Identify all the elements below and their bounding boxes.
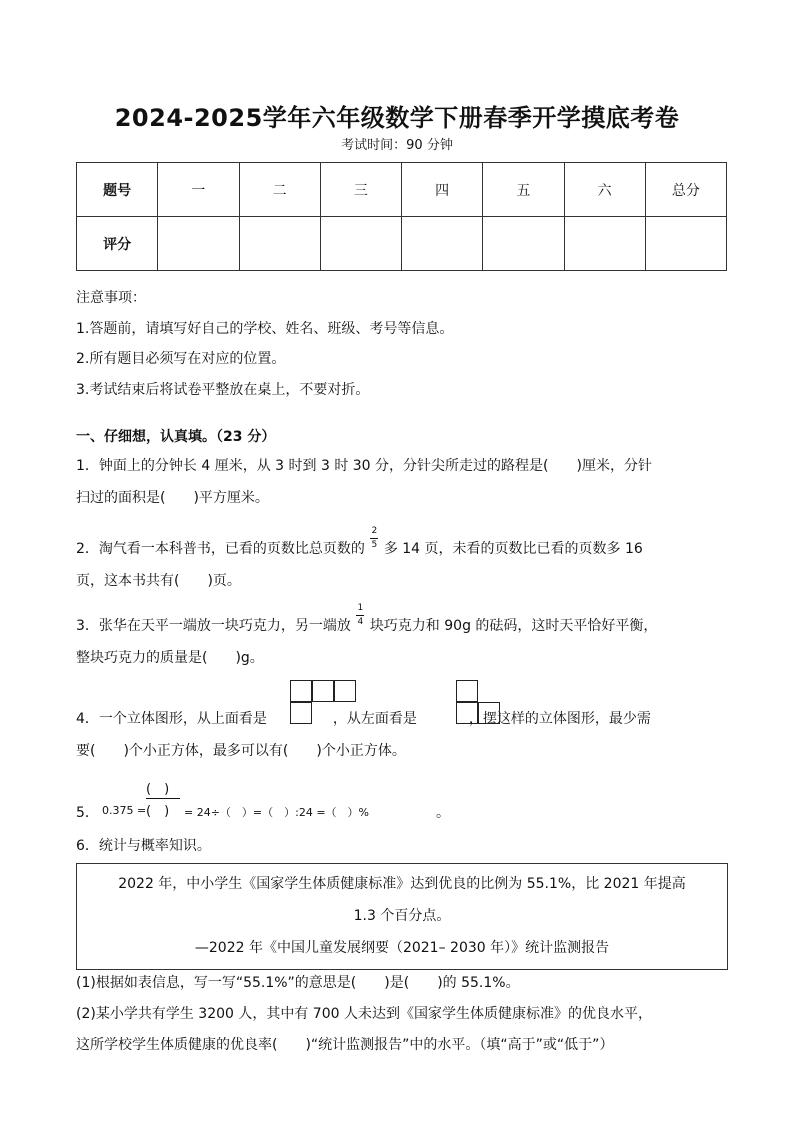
- fraction-denominator: 5: [371, 540, 378, 550]
- question-2-text: 多 14 页，未看的页数比已看的页数多 16: [383, 541, 643, 557]
- score-table: [76, 162, 727, 271]
- question-2-line2: 页，这本书共有( )页。: [76, 573, 241, 589]
- fraction-numerator: 2: [371, 526, 378, 536]
- fraction-denominator: 4: [357, 617, 364, 627]
- notice-item: 1.答题前，请填写好自己的学校、姓名、班级、考号等信息。: [76, 321, 454, 337]
- info-box-line: —2022 年《中国儿童发展纲要（2021– 2030 年）》统计监测报告: [194, 940, 610, 956]
- info-box-line: 1.3 个百分点。: [353, 908, 451, 924]
- score-table-cell: 四: [402, 163, 483, 217]
- question-4-text: 4．一个立体图形，从上面看是: [76, 711, 267, 727]
- score-table-cell: 一: [158, 163, 239, 217]
- question-5-frac-bottom: ( ): [146, 804, 170, 819]
- question-5-frac-top: ( ): [146, 782, 170, 797]
- score-table-cell: 评分: [77, 217, 158, 271]
- fraction: [355, 603, 365, 633]
- question-3-text: 3．张华在天平一端放一块巧克力，另一端放: [76, 618, 351, 634]
- question-1-line2: 扫过的面积是( )平方厘米。: [76, 490, 269, 506]
- score-entry-cell[interactable]: [645, 217, 726, 271]
- score-table-header-row: [77, 163, 727, 217]
- question-3-line1: [76, 603, 726, 642]
- question-2-text: 2．淘气看一本科普书，已看的页数比总页数的: [76, 541, 365, 557]
- question-5-end: 。: [436, 805, 450, 821]
- score-table-cell: 二: [239, 163, 320, 217]
- question-4-text: ，从左面看是: [332, 711, 417, 727]
- question-3: [76, 603, 726, 674]
- question-6-heading: 6．统计与概率知识。: [76, 838, 211, 854]
- question-5: [76, 778, 676, 828]
- question-4-text: ，摆这样的立体图形，最少需: [468, 711, 651, 727]
- score-table-score-row: [77, 217, 727, 271]
- score-entry-cell[interactable]: [564, 217, 645, 271]
- question-5-label: 5．: [76, 805, 99, 821]
- score-table-cell: 总分: [645, 163, 726, 217]
- score-entry-cell[interactable]: [483, 217, 564, 271]
- notice-item: 3.考试结束后将试卷平整放在桌上，不要对折。: [76, 382, 370, 398]
- score-entry-cell[interactable]: [402, 217, 483, 271]
- question-3-line2: 整块巧克力的质量是( )g。: [76, 650, 264, 666]
- notice-item: 2.所有题目必须写在对应的位置。: [76, 351, 286, 367]
- question-6-sub-2-line1: (2)某小学共有学生 3200 人，其中有 700 人未达到《国家学生体质健康标准》的优良水平，: [76, 1006, 652, 1022]
- score-entry-cell[interactable]: [320, 217, 401, 271]
- score-entry-cell[interactable]: [158, 217, 239, 271]
- question-6-sub-1: (1)根据如表信息，写一写“55.1%”的意思是( )是( )的 55.1%。: [76, 975, 520, 991]
- score-table-cell: 题号: [77, 163, 158, 217]
- question-1-line1: 1．钟面上的分钟长 4 厘米，从 3 时到 3 时 30 分，分针尖所走过的路程是( )厘米，分针: [76, 458, 652, 474]
- question-4: [76, 703, 726, 767]
- question-4-line2: 要( )个小正方体，最多可以有( )个小正方体。: [76, 743, 406, 759]
- statistics-info-box: [76, 863, 728, 970]
- question-5-expr-b: = 24÷（ ）=（ ）:24 =（ ）%: [184, 806, 370, 819]
- score-entry-cell[interactable]: [239, 217, 320, 271]
- fraction-numerator: 1: [357, 603, 364, 613]
- question-1: [76, 450, 726, 514]
- score-table-cell: 五: [483, 163, 564, 217]
- question-3-text: 块巧克力和 90g 的砝码，这时天平恰好平衡，: [369, 618, 658, 634]
- fraction: [369, 526, 379, 556]
- question-2: [76, 526, 726, 597]
- question-5-frac-bar: [146, 798, 180, 799]
- section-heading: 一、仔细想，认真填。（23 分）: [76, 429, 276, 445]
- question-4-line1: [76, 703, 726, 735]
- exam-title: 2024-2025学年六年级数学下册春季开学摸底考卷: [114, 104, 680, 132]
- notice-heading: 注意事项：: [76, 290, 146, 306]
- exam-duration: 考试时间：90 分钟: [341, 138, 453, 153]
- question-5-expr-a: 0.375 =: [102, 804, 147, 817]
- score-table-cell: 三: [320, 163, 401, 217]
- question-6-sub-2-line2: 这所学校学生体质健康的优良率( )“统计监测报告”中的水平。（填“高于”或“低于”）: [76, 1037, 614, 1053]
- info-box-line: 2022 年，中小学生《国家学生体质健康标准》达到优良的比例为 55.1%，比 2021 年提高: [118, 876, 686, 892]
- score-table-cell: 六: [564, 163, 645, 217]
- question-2-line1: [76, 526, 726, 565]
